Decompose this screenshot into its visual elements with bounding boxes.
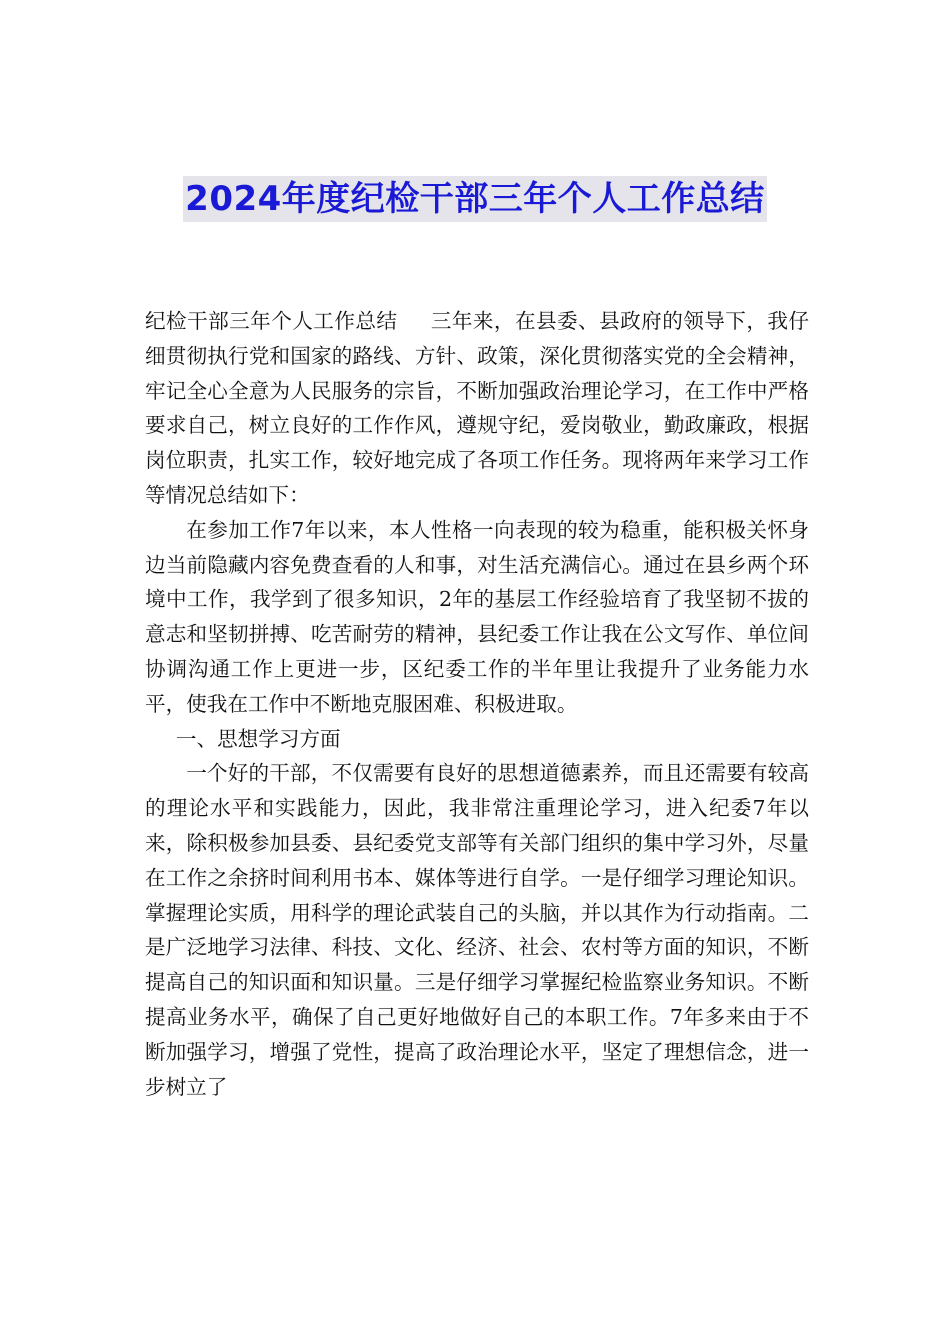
title-container bbox=[0, 176, 950, 222]
paragraph-2: 一个好的干部，不仅需要有良好的思想道德素养，而且还需要有较高的理论水平和实践能力，因此，我非常注重理论学习，进入纪委7年以来，除积极参加县委、县纪委党支部等有关部门组织的集中学习外，尽量在工作之余挤时间利用书本、媒体等进行自学。一是仔细学习理论知识。掌握理论实质，用科学的理论武装自己的头脑，并以其作为行动指南。二是广泛地学习法律、科技、文化、经济、社会、农村等方面的知识，不断提高自己的知识面和知识量。三是仔细学习掌握纪检监察业务知识。不断提高业务水平，确保了自己更好地做好自己的本职工作。7年多来由于不断加强学习，增强了党性，提高了政治理论水平，坚定了理想信念，进一步树立了 bbox=[145, 761, 809, 1099]
paragraph-1: 在参加工作7年以来，本人性格一向表现的较为稳重，能积极关怀身边当前隐藏内容免费查看的人和事，对生活充满信心。通过在县乡两个环境中工作，我学到了很多知识，2年的基层工作经验培育了我坚韧不拔的意志和坚韧拼搏、吃苦耐劳的精神，县纪委工作让我在公文写作、单位间协调沟通工作上更进一步，区纪委工作的半年里让我提升了业务能力水平，使我在工作中不断地克服困难、积极进取。 bbox=[145, 517, 809, 716]
document-body bbox=[145, 304, 809, 1104]
intro-paragraph bbox=[145, 304, 809, 513]
section-1-heading: 一、思想学习方面 bbox=[175, 726, 341, 751]
intro-rest: 三年来，在县委、县政府的领导下，我仔细贯彻执行党和国家的路线、方针、政策，深化贯彻落实党的全会精神，牢记全心全意为人民服务的宗旨，不断加强政治理论学习，在工作中严格要求自己，树立良好的工作作风，遵规守纪，爱岗敬业，勤政廉政，根据岗位职责，扎实工作，较好地完成了各项工作任务。现将两年来学习工作等情况总结如下： bbox=[145, 309, 810, 507]
intro-lead: 纪检干部三年个人工作总结 bbox=[145, 309, 398, 333]
document-title: 2024年度纪检干部三年个人工作总结 bbox=[183, 176, 767, 222]
